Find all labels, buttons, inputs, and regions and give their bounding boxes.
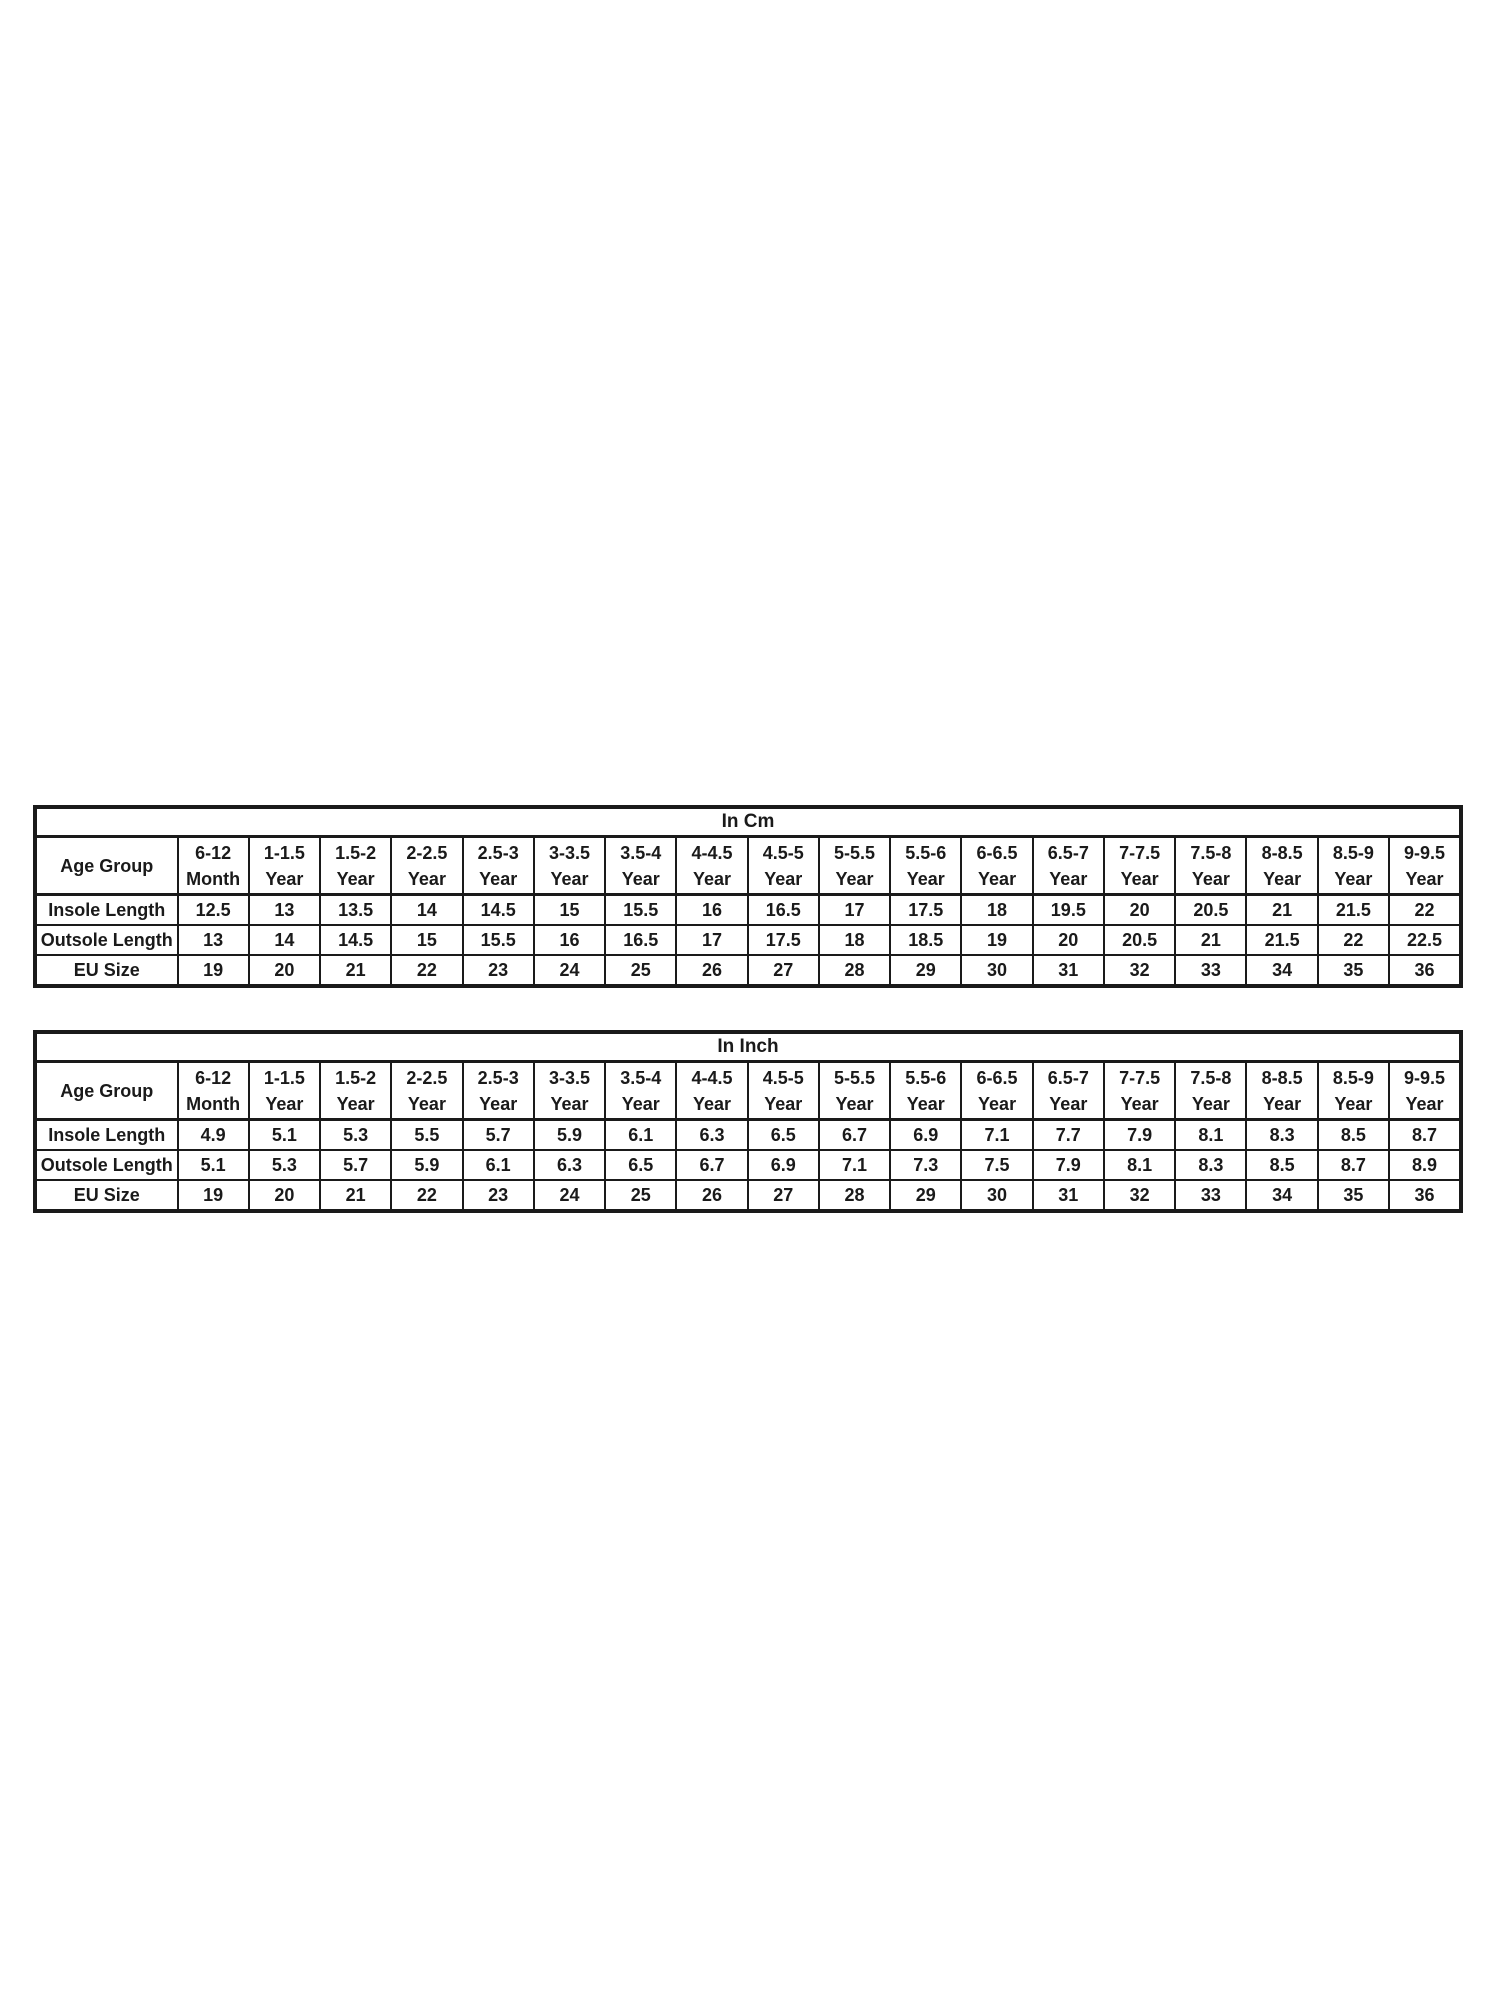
age-group-column-header [676,837,747,895]
value-cell: 8.1 [1104,1150,1175,1180]
age-group-corner-label: Age Group [36,837,178,895]
value-cell: 36 [1389,955,1460,986]
value-cell: 22.5 [1389,925,1460,955]
size-table [34,806,1462,987]
value-cell: 19 [178,1180,249,1211]
age-range-label: 4.5-5 [762,1067,804,1088]
value-cell: 26 [676,955,747,986]
age-range-label: 5.5-6 [905,1067,947,1088]
table-title: In Cm [36,808,1461,837]
age-unit-label: Year [906,868,945,889]
age-range-label: 9-9.5 [1403,842,1446,863]
age-range-label: 8.5-9 [1332,842,1374,863]
age-group-corner-label: Age Group [36,1062,178,1120]
age-unit-label: Year [621,1093,660,1114]
age-group-column-header [249,1062,320,1120]
value-cell: 20 [1033,925,1104,955]
value-cell: 21 [1246,895,1317,926]
value-cell: 18.5 [890,925,961,955]
age-group-column-header [1389,837,1460,895]
value-cell: 21.5 [1318,895,1389,926]
age-group-column-header [249,837,320,895]
age-group-column-header [178,1062,249,1120]
age-unit-label: Year [1191,868,1230,889]
value-cell: 19 [178,955,249,986]
value-cell: 29 [890,955,961,986]
row-label: Outsole Length [36,1150,178,1180]
age-group-column-header [534,837,605,895]
value-cell: 31 [1033,1180,1104,1211]
value-cell: 35 [1318,955,1389,986]
age-unit-label: Year [1120,868,1159,889]
age-group-column-header [605,837,676,895]
value-cell: 30 [961,955,1032,986]
age-range-label: 6.5-7 [1047,842,1089,863]
value-cell: 12.5 [178,895,249,926]
value-cell: 29 [890,1180,961,1211]
value-cell: 6.9 [748,1150,819,1180]
value-cell: 6.1 [463,1150,534,1180]
age-group-column-header [1389,1062,1460,1120]
value-cell: 6.7 [819,1120,890,1151]
value-cell: 5.3 [249,1150,320,1180]
value-cell: 20.5 [1175,895,1246,926]
age-group-column-header [961,1062,1032,1120]
size-table-cm [34,806,1462,987]
age-unit-label: Year [407,868,446,889]
value-cell: 23 [463,1180,534,1211]
age-range-label: 6.5-7 [1047,1067,1089,1088]
row-label: Insole Length [36,1120,178,1151]
value-cell: 14.5 [463,895,534,926]
age-range-label: 7.5-8 [1190,1067,1232,1088]
value-cell: 5.9 [391,1150,462,1180]
value-cell: 6.9 [890,1120,961,1151]
value-cell: 8.9 [1389,1150,1460,1180]
age-group-column-header [748,1062,819,1120]
value-cell: 31 [1033,955,1104,986]
age-unit-label: Year [1049,868,1088,889]
age-range-label: 7-7.5 [1119,1067,1161,1088]
table-row [36,1120,1461,1151]
age-range-label: 2.5-3 [477,1067,519,1088]
age-group-column-header [676,1062,747,1120]
value-cell: 8.3 [1246,1120,1317,1151]
age-group-column-header [819,837,890,895]
age-range-label: 4.5-5 [762,842,804,863]
age-range-label: 6-6.5 [976,842,1018,863]
age-unit-label: Year [1263,868,1302,889]
value-cell: 25 [605,955,676,986]
age-range-label: 7.5-8 [1190,842,1232,863]
age-unit-label: Year [479,1093,518,1114]
age-unit-label: Year [1263,1093,1302,1114]
value-cell: 20.5 [1104,925,1175,955]
age-range-label: 3.5-4 [620,842,662,863]
age-group-column-header [1175,837,1246,895]
value-cell: 22 [1389,895,1460,926]
value-cell: 35 [1318,1180,1389,1211]
value-cell: 22 [391,1180,462,1211]
age-group-column-header [605,1062,676,1120]
value-cell: 16 [534,925,605,955]
age-range-label: 6-6.5 [976,1067,1018,1088]
age-unit-label: Year [1405,868,1444,889]
value-cell: 8.1 [1175,1120,1246,1151]
value-cell: 17.5 [748,925,819,955]
value-cell: 13.5 [320,895,391,926]
age-unit-label: Year [978,868,1017,889]
age-group-column-header [1104,837,1175,895]
age-group-column-header [320,1062,391,1120]
value-cell: 5.1 [249,1120,320,1151]
age-group-column-header [1318,837,1389,895]
age-unit-label: Year [978,1093,1017,1114]
age-group-column-header [1033,1062,1104,1120]
age-group-column-header [1246,837,1317,895]
table-row [36,895,1461,926]
age-unit-label: Year [336,1093,375,1114]
value-cell: 22 [391,955,462,986]
age-group-column-header [890,1062,961,1120]
age-range-label: 3-3.5 [548,1067,590,1088]
value-cell: 16.5 [605,925,676,955]
age-unit-label: Year [1120,1093,1159,1114]
value-cell: 25 [605,1180,676,1211]
value-cell: 7.9 [1104,1120,1175,1151]
value-cell: 16.5 [748,895,819,926]
value-cell: 21 [320,955,391,986]
value-cell: 7.1 [961,1120,1032,1151]
age-range-label: 4-4.5 [691,842,733,863]
age-range-label: 1-1.5 [263,842,305,863]
value-cell: 8.5 [1246,1150,1317,1180]
age-group-column-header [961,837,1032,895]
age-group-column-header [819,1062,890,1120]
size-table-inch [34,1031,1462,1212]
age-range-label: 3.5-4 [620,1067,662,1088]
value-cell: 6.5 [605,1150,676,1180]
value-cell: 34 [1246,955,1317,986]
age-range-label: 3-3.5 [548,842,590,863]
table-row [36,955,1461,986]
value-cell: 14 [391,895,462,926]
value-cell: 28 [819,955,890,986]
value-cell: 5.3 [320,1120,391,1151]
age-unit-label: Year [550,1093,589,1114]
value-cell: 17 [676,925,747,955]
value-cell: 24 [534,1180,605,1211]
age-unit-label: Year [479,868,518,889]
row-label: EU Size [36,1180,178,1211]
value-cell: 7.7 [1033,1120,1104,1151]
value-cell: 36 [1389,1180,1460,1211]
age-range-label: 5-5.5 [834,842,876,863]
age-range-label: 2-2.5 [406,842,448,863]
age-group-column-header [1318,1062,1389,1120]
value-cell: 14.5 [320,925,391,955]
value-cell: 26 [676,1180,747,1211]
value-cell: 27 [748,955,819,986]
age-group-column-header [890,837,961,895]
age-unit-label: Year [265,868,304,889]
value-cell: 7.5 [961,1150,1032,1180]
value-cell: 7.3 [890,1150,961,1180]
age-range-label: 6-12 [195,1067,232,1088]
value-cell: 13 [178,925,249,955]
value-cell: 5.1 [178,1150,249,1180]
age-unit-label: Year [764,868,803,889]
value-cell: 8.3 [1175,1150,1246,1180]
value-cell: 19.5 [1033,895,1104,926]
value-cell: 20 [249,1180,320,1211]
value-cell: 21.5 [1246,925,1317,955]
value-cell: 24 [534,955,605,986]
age-unit-label: Month [186,868,241,889]
value-cell: 33 [1175,1180,1246,1211]
age-range-label: 2-2.5 [406,1067,448,1088]
value-cell: 5.7 [320,1150,391,1180]
age-unit-label: Year [692,1093,732,1114]
table-row [36,1150,1461,1180]
row-label: EU Size [36,955,178,986]
value-cell: 15.5 [605,895,676,926]
value-cell: 34 [1246,1180,1317,1211]
value-cell: 5.9 [534,1120,605,1151]
age-range-label: 2.5-3 [477,842,519,863]
value-cell: 6.3 [676,1120,747,1151]
value-cell: 17.5 [890,895,961,926]
value-cell: 15.5 [463,925,534,955]
table-row [36,1180,1461,1211]
age-unit-label: Year [835,1093,874,1114]
value-cell: 6.5 [748,1120,819,1151]
age-group-column-header [463,837,534,895]
row-label: Insole Length [36,895,178,926]
age-unit-label: Year [265,1093,304,1114]
age-unit-label: Year [1405,1093,1444,1114]
value-cell: 15 [391,925,462,955]
value-cell: 8.7 [1389,1120,1460,1151]
age-unit-label: Year [692,868,732,889]
value-cell: 14 [249,925,320,955]
age-group-column-header [534,1062,605,1120]
value-cell: 13 [249,895,320,926]
age-range-label: 4-4.5 [691,1067,733,1088]
age-group-column-header [1246,1062,1317,1120]
value-cell: 7.1 [819,1150,890,1180]
value-cell: 6.3 [534,1150,605,1180]
age-range-label: 1.5-2 [335,842,377,863]
value-cell: 8.5 [1318,1120,1389,1151]
value-cell: 21 [1175,925,1246,955]
value-cell: 6.1 [605,1120,676,1151]
value-cell: 21 [320,1180,391,1211]
value-cell: 32 [1104,1180,1175,1211]
age-range-label: 9-9.5 [1403,1067,1446,1088]
value-cell: 15 [534,895,605,926]
age-range-label: 8.5-9 [1332,1067,1374,1088]
table-title: In Inch [36,1033,1461,1062]
age-group-column-header [391,837,462,895]
age-range-label: 8-8.5 [1261,1067,1303,1088]
value-cell: 30 [961,1180,1032,1211]
value-cell: 4.9 [178,1120,249,1151]
value-cell: 22 [1318,925,1389,955]
age-group-column-header [463,1062,534,1120]
value-cell: 20 [1104,895,1175,926]
age-range-label: 1-1.5 [263,1067,305,1088]
age-group-column-header [1175,1062,1246,1120]
age-range-label: 8-8.5 [1261,842,1303,863]
age-group-column-header [748,837,819,895]
age-group-column-header [320,837,391,895]
value-cell: 18 [961,895,1032,926]
age-unit-label: Year [1049,1093,1088,1114]
age-range-label: 1.5-2 [335,1067,377,1088]
table-row [36,925,1461,955]
age-unit-label: Year [621,868,660,889]
value-cell: 33 [1175,955,1246,986]
age-unit-label: Year [906,1093,945,1114]
value-cell: 27 [748,1180,819,1211]
age-unit-label: Year [407,1093,446,1114]
age-unit-label: Year [764,1093,803,1114]
age-range-label: 5-5.5 [834,1067,876,1088]
age-unit-label: Year [336,868,375,889]
value-cell: 28 [819,1180,890,1211]
value-cell: 32 [1104,955,1175,986]
age-group-column-header [178,837,249,895]
age-range-label: 6-12 [195,842,232,863]
age-unit-label: Year [550,868,589,889]
value-cell: 5.7 [463,1120,534,1151]
age-group-column-header [1104,1062,1175,1120]
value-cell: 18 [819,925,890,955]
age-unit-label: Month [186,1093,241,1114]
value-cell: 20 [249,955,320,986]
age-unit-label: Year [1334,868,1373,889]
value-cell: 5.5 [391,1120,462,1151]
value-cell: 7.9 [1033,1150,1104,1180]
age-unit-label: Year [1191,1093,1230,1114]
age-unit-label: Year [1334,1093,1373,1114]
value-cell: 16 [676,895,747,926]
size-table [34,1031,1462,1212]
age-range-label: 5.5-6 [905,842,947,863]
age-group-column-header [1033,837,1104,895]
value-cell: 23 [463,955,534,986]
age-range-label: 7-7.5 [1119,842,1161,863]
age-group-column-header [391,1062,462,1120]
value-cell: 19 [961,925,1032,955]
value-cell: 6.7 [676,1150,747,1180]
age-unit-label: Year [835,868,874,889]
value-cell: 17 [819,895,890,926]
row-label: Outsole Length [36,925,178,955]
value-cell: 8.7 [1318,1150,1389,1180]
